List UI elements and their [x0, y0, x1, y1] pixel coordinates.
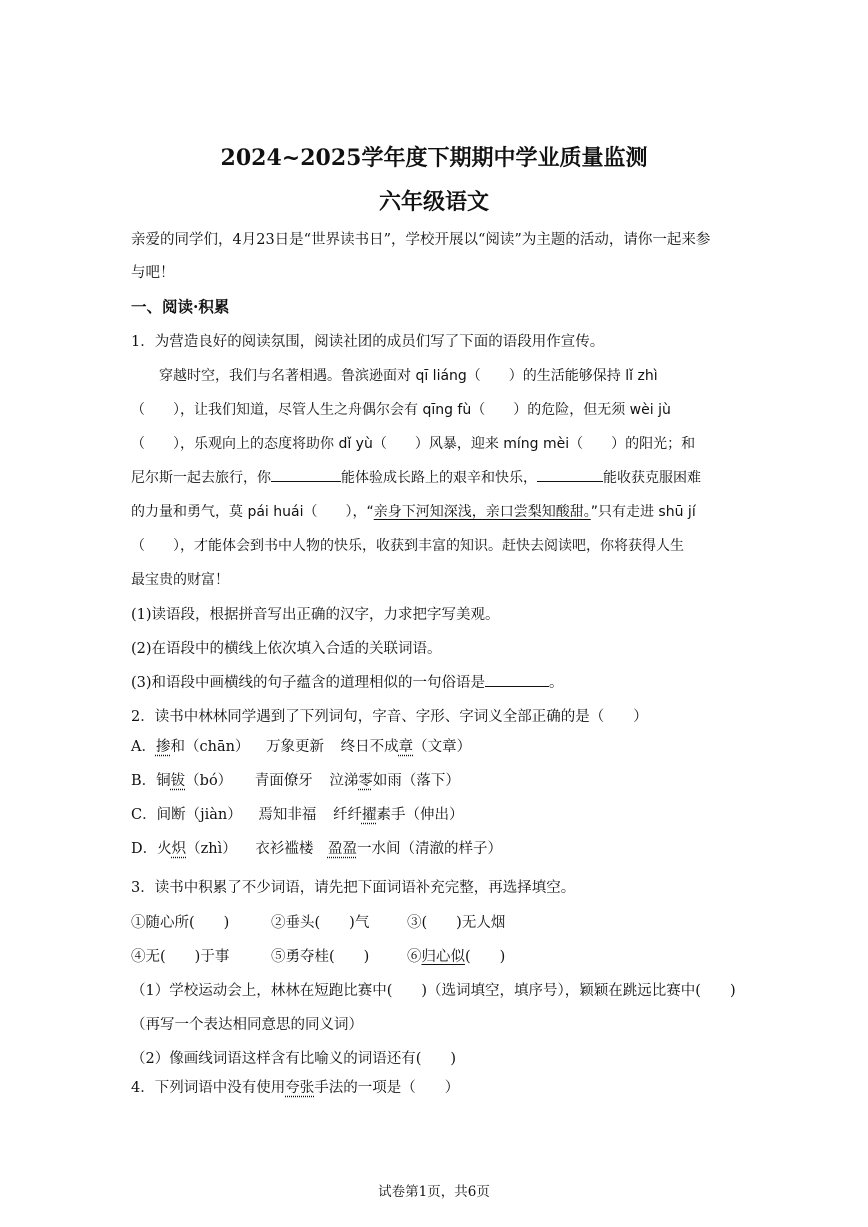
option-text: 素手（伸出）	[376, 807, 464, 823]
question-3-stem: 3．读书中积累了不少词语，请先把下面词语补充完整，再选择填空。	[131, 880, 576, 896]
dotted-char: 盈盈	[327, 841, 357, 857]
passage-line-2: （ ），让我们知道，尽管人生之舟偶尔会有 qīng fù（ ）的危险，但无须 wèi jù	[131, 402, 671, 418]
dotted-char: 掺	[155, 739, 171, 755]
idiom-2: ②垂头( )气	[271, 915, 370, 931]
idiom-number: ⑥	[407, 949, 422, 965]
answer-blank[interactable]	[537, 469, 603, 482]
idiom-5: ⑤勇夺桂( )	[271, 949, 370, 965]
page-footer: 试卷第1页，共6页	[378, 1184, 490, 1200]
answer-blank[interactable]	[271, 469, 341, 482]
passage-line-1: 穿越时空，我们与名著相遇。鲁滨逊面对 qī liáng（ ）的生活能够保持 lǐ zhì	[159, 368, 658, 384]
option-label: A．	[131, 739, 156, 755]
option-text: 万象更新	[266, 739, 325, 755]
dotted-char: 零	[358, 773, 373, 789]
passage-line-6: （ ），才能体会到书中人物的快乐，收获到丰富的知识。赶快去阅读吧，你将获得人生	[131, 538, 684, 554]
passage-text: 能收获克服困难	[603, 470, 701, 486]
idiom-blank: ( )	[465, 949, 506, 965]
option-text: 纤纤	[332, 807, 362, 823]
page-subtitle: 六年级语文	[378, 189, 489, 215]
option-text: 终日不成	[340, 739, 399, 755]
intro-line-2: 与吧！	[131, 265, 175, 281]
option-text: （bó）	[185, 773, 233, 789]
option-label: B．	[131, 773, 157, 789]
sub-question-3-1: （1）学校运动会上，林林在短跑比赛中( )（选词填空，填序号），颖颖在跳远比赛中( )	[131, 983, 736, 999]
passage-line-4	[131, 467, 701, 487]
dotted-char: 钹	[170, 773, 186, 789]
option-label: D．	[131, 841, 158, 857]
dotted-word: 夸张	[285, 1080, 315, 1096]
page-title: 2024~2025学年度下期期中学业质量监测	[220, 145, 648, 171]
option-text: 衣衫褴楼	[255, 841, 314, 857]
option-text: （zhì）	[186, 841, 237, 857]
question-text: 手法的一项是（ ）	[314, 1080, 460, 1096]
dotted-char: 章	[398, 739, 414, 755]
passage-line-7: 最宝贵的财富！	[131, 572, 229, 588]
option-d[interactable]	[131, 837, 502, 858]
question-2-stem: 2．读书中林林同学遇到了下列词句，字音、字形、字词义全部正确的是（ ）	[131, 709, 648, 725]
dotted-char: 炽	[171, 841, 187, 857]
option-text: 断（jiàn）	[171, 807, 242, 823]
passage-text: 尼尔斯一起去旅行，你	[131, 470, 271, 486]
option-text: 火	[157, 841, 172, 857]
option-text: 间	[156, 807, 172, 823]
question-1-stem: 1．为营造良好的阅读氛围，阅读社团的成员们写了下面的语段用作宣传。	[131, 334, 605, 350]
sub-question-3-2: （2）像画线词语这样含有比喻义的词语还有( )	[131, 1051, 457, 1067]
option-b[interactable]	[131, 769, 460, 790]
option-text: 铜	[156, 773, 171, 789]
answer-blank[interactable]	[485, 674, 549, 687]
option-text: 泣涕	[329, 773, 359, 789]
idiom-6	[407, 945, 505, 966]
option-text: 焉知非福	[258, 807, 317, 823]
option-text: 青面僚牙	[254, 773, 313, 789]
sub-question-3	[131, 671, 564, 692]
option-text: 如雨（落下）	[372, 773, 460, 789]
option-text: 和（chān）	[170, 739, 250, 755]
passage-text: 的力量和勇气，莫 pái huái（ ），“	[131, 504, 374, 520]
sub-question-1: (1)读语段，根据拼音写出正确的汉字，力求把字写美观。	[131, 607, 500, 623]
section-heading: 一、阅读·积累	[131, 297, 230, 316]
option-text: 一水间（清澈的样子）	[356, 841, 502, 857]
option-c[interactable]	[131, 803, 463, 824]
question-text: 4．下列词语中没有使用	[131, 1080, 286, 1096]
question-4-stem	[131, 1076, 459, 1097]
sub-question-2: (2)在语段中的横线上依次填入合适的关联词语。	[131, 641, 442, 657]
option-text: （文章）	[413, 739, 472, 755]
passage-line-3: （ ），乐观向上的态度将助你 dǐ yù（ ）风暴，迎来 míng mèi（ ）的阳光；和	[131, 436, 696, 452]
sub-question-text: 。	[549, 675, 564, 691]
underlined-sentence: 亲身下河知深浅，亲口尝梨知酸甜。	[373, 504, 591, 520]
passage-line-5	[131, 501, 696, 521]
intro-line-1: 亲爱的同学们，4月23日是“世界读书日”，学校开展以“阅读”为主题的活动，请你一起来参	[131, 232, 711, 248]
idiom-3: ③( )无人烟	[407, 915, 506, 931]
passage-text: 能体验成长路上的艰辛和快乐，	[341, 470, 537, 486]
option-label: C．	[131, 807, 157, 823]
idiom-1: ①随心所( )	[131, 915, 230, 931]
sub-question-text: (3)和语段中画横线的句子蕴含的道理相似的一句俗语是	[131, 675, 486, 691]
idiom-4: ④无( )于事	[131, 949, 230, 965]
sub-question-3-1-cont: （再写一个表达相同意思的同义词）	[131, 1017, 363, 1033]
option-a[interactable]	[131, 735, 471, 756]
passage-text: ”只有走进 shū jí	[590, 504, 696, 520]
dotted-char: 擢	[361, 807, 377, 823]
underlined-idiom: 归心似	[421, 949, 465, 965]
